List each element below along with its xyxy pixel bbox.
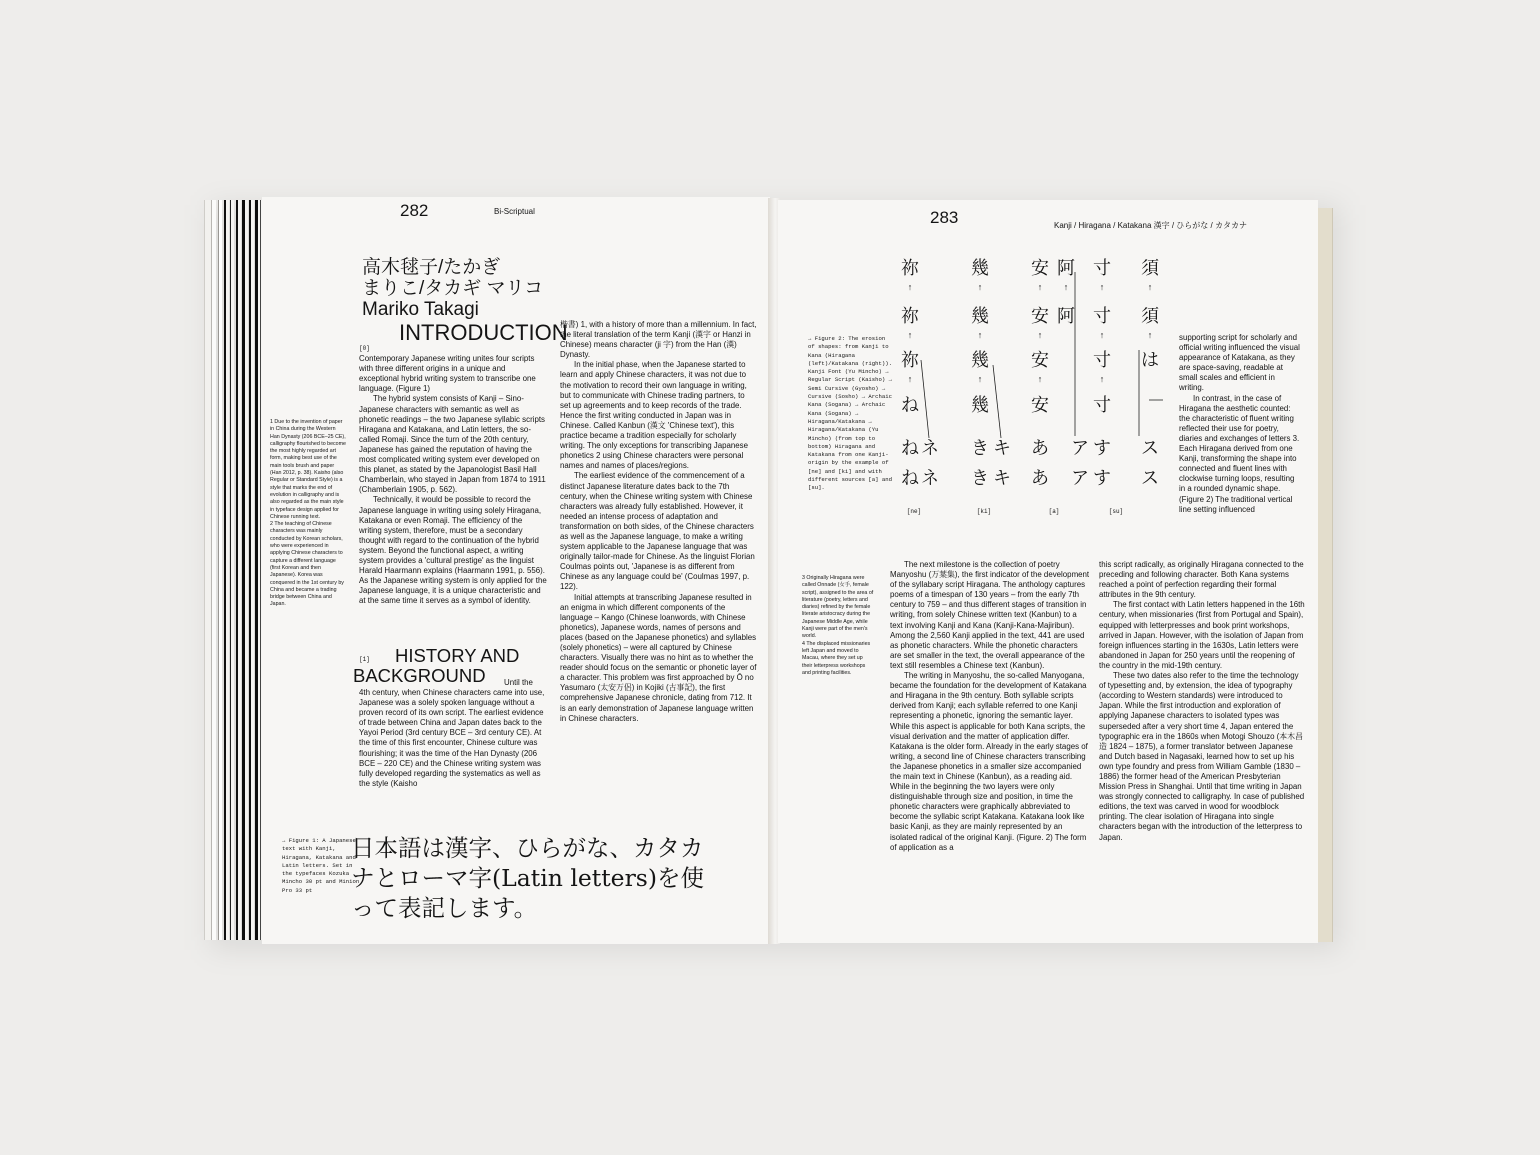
paragraph: The next milestone is the collection of poetry Manyoshu (万葉集), the first indicator of the development of the syllabary script Hiragana. The anthology captures poems of a timespan of 130 years – from the early 7th century to 759 – and thus different stages of transition in writing, from solely Chinese written text (Kanbun) to a text involving Kanji and Kana (Kanji-Kana-Majiribun). Among the 2,560 Kanji applied in the text, 441 are used as phonetic characters. While the phonetic characters are set smaller in the text, the overall appearance of the text still resembles a Chinese text (Kanbun).: [890, 560, 1090, 670]
arrow-icon: ↑: [1099, 330, 1105, 340]
column-label: [a]: [1048, 508, 1060, 515]
glyph-katakana: ア: [1071, 438, 1089, 459]
column-1-text: [890, 560, 1090, 853]
footnotes: [270, 419, 346, 609]
section-tag: [1]: [359, 656, 370, 663]
glyph-katakana-source: 阿: [1057, 258, 1075, 279]
arrow-icon: ↑: [1147, 330, 1153, 340]
footnote: 3 Originally Hiragana were called Onnade (女手, female script), assigned to the area of literature (poetry, letters and diaries) refined by the female literate aristocracy during the Japanese Middle Age, while Kanji were part of the men's world.: [802, 575, 874, 640]
glyph-hiragana-mincho: き: [971, 468, 989, 489]
paragraph: These two dates also refer to the time the technology of typesetting and, by extension, the idea of typography (according to Western standards) were introduced to Japan. While the first introduction and exploration of applying Japanese characters to isolated types was superseded after a very short time 4, Japan entered the typographic era in the 1860s when Motogi Shouzo (本木昌造 1824 – 1875), a former translator between Japanese and Dutch based in Nagasaki, learned how to set up his own type foundry and press from William Gamble (1830 – 1886) the former head of the American Presbyterian Mission Press in Shanghai. Until that time writing in Japan was strongly connected to calligraphy. In case of published editions, the text was carved in wood for woodblock printing. The clear isolation of Hiragana into single characters began with the introduction of the letterpress to Japan.: [1099, 671, 1305, 842]
glyph: 安: [1031, 258, 1049, 279]
figure-2-connector-lines: [893, 260, 1183, 550]
glyph: 幾: [971, 306, 989, 327]
paragraph: Technically, it would be possible to record the Japanese language in writing using solely Hiragana, Katakana or even Romaji. The efficiency of the writing system, therefore, must be a secondary thought with regard to the continuation of the hybrid system. Beyond the functional aspect, a writing system provides a 'cultural prestige' as the linguist Harald Haarmann explains (Haarmann 1991, p. 556). As the Japanese writing system is only applied for the Japanese language, it is a unique characteristic and at the same time it serves as a symbol of identity.: [359, 495, 547, 606]
glyph-katakana-source: 須: [1141, 258, 1159, 279]
heading-history: HISTORY AND: [395, 645, 520, 666]
connector-line: [993, 365, 1001, 438]
glyph-hiragana: す: [1093, 438, 1111, 459]
heading-introduction: INTRODUCTION: [399, 320, 568, 345]
glyph-katakana: キ: [993, 438, 1011, 459]
glyph-hiragana-mincho: あ: [1031, 468, 1049, 489]
glyph-hiragana: あ: [1031, 438, 1049, 459]
paragraph: The earliest evidence of the commencement of a distinct Japanese literature dates back to the 7th century, when the Chinese writing system with Chinese characters was already fully established. However, it needed an intense process of adaptation and transformation on both sides, of the Chinese characters as well as the Japanese language, to make a writing system applicable to the Japanese language that was originally tailor-made for Chinese. As the linguist Florian Coulmas points out, 'Japanese is as different from Chinese as any language could be' (Coulmas 1997, p. 122).: [560, 471, 755, 592]
arrow-icon: ↑: [907, 282, 913, 292]
glyph-hiragana-mincho: す: [1093, 468, 1111, 489]
figure-1-caption: → Figure 1: A Japanese text with Kanji, Hiragana, Katakana and Latin letters. Set in the typefaces Kozuka Mincho 30 pt and Minion Pro 33 pt: [282, 837, 360, 894]
column-label: [ki]: [976, 508, 992, 515]
column-2-text: [1099, 560, 1305, 843]
back-cover-edge: [1316, 208, 1333, 942]
glyph: 幾: [971, 350, 989, 371]
arrow-icon: ↑: [977, 374, 983, 384]
footnote: 1 Due to the invention of paper in China during the Western Han Dynasty (206 BCE–25 CE), calligraphy flourished to become the most highly regarded art form, making best use of the main tools brush and paper (Han 2012, p. 38). Kaisho (also Regular or Standard Style) is a style that marks the end of evolution in calligraphy and is also regarded as the main style in typeface design applied for Chinese running text.: [270, 419, 346, 520]
column-label: [ne]: [906, 508, 922, 515]
arrow-icon: ↑: [1037, 330, 1043, 340]
glyph: 寸: [1093, 306, 1111, 327]
column-2-text: [560, 320, 757, 724]
connector-line: [921, 360, 929, 438]
history-section: [353, 645, 549, 788]
glyph: 幾: [971, 258, 989, 279]
column-label: [su]: [1108, 508, 1124, 515]
title-line-kanji: 高木毬子/たかぎ: [362, 257, 501, 278]
arrow-icon: ↑: [1063, 282, 1069, 292]
figure-1-japanese-text: 日本語は漢字、ひらがな、カタカナとローマ字(Latin letters)を使って表記します。: [351, 834, 705, 922]
history-text: 4th century, when Chinese characters came into use, Japanese was a solely spoken language without a proven record of its own script. The earliest evidence of trade between China and Japan dates back to the Yayoi Period (3rd century BCE – 3rd century CE). At the time of this first encounter, Chinese culture was flourishing; it was the time of the Han Dynasty (206 BCE – 220 CE) and the Chinese writing system was fully developed regarding the systematics as well as the style (Kaisho: [359, 688, 545, 788]
running-head: Bi-Scriptual: [494, 207, 535, 216]
arrow-icon: ↑: [1099, 374, 1105, 384]
paragraph: this script radically, as originally Hiragana connected to the preceding and following character. Both Kana systems reached a point of perfection regarding their formal attributes in the 9th century.: [1099, 560, 1304, 600]
glyph-katakana-source: 須: [1141, 306, 1159, 327]
glyph-katakana-mincho: キ: [993, 468, 1011, 489]
figure-2-caption: → Figure 2: The erosion of shapes: from Kanji to Kana (Hiragana (left)/Katakana (right)). Kanji Font (Yu Mincho) → Regular Script (Kaisho) → Semi Cursive (Gyosho) → Cursive (Sosho) → Archaic Kana (Sogana) → Archaic Kana (Sogana) → Hiragana/Katakana → Hiragana/Katakana (Yu Mincho) (from top to bottom) Hiragana and Katakana from one Kanji-origin by the example of [ne] and [ki] and with different sources [a] and [su].: [808, 335, 892, 492]
glyph: 安: [1031, 350, 1049, 371]
author-title: [362, 257, 543, 320]
glyph: 安: [1031, 306, 1049, 327]
figure-2-character-erosion: [893, 260, 1183, 550]
glyph: 祢: [901, 306, 919, 327]
paragraph: The first contact with Latin letters happened in the 16th century, when missionaries (first from Portugal and Spain), equipped with letterpresses and book print workshops, arrived in Japan. However, with the isolation of Japan from foreign influences starting in the 1630s, Latin letters were abandoned in Japan for 250 years until the reopening of the country in the mid-19th century.: [1099, 600, 1305, 670]
heading-background: BACKGROUND: [353, 665, 486, 686]
paragraph: In the initial phase, when the Japanese started to learn and apply Chinese characters, it was not due to the motivation to record their own language in writing, but to communicate with Chinese trading partners, to set up agreements and to keep records of the trade. Hence the first writing conducted in Japan was in Chinese. Called Kanbun (漢文 'Chinese text'), this practice became a tradition especially for scholarly writing. The only exceptions for transcribing Japanese phonetics 2 using Chinese characters were personal names and names of places/regions.: [560, 360, 749, 471]
arrow-icon: ↑: [907, 330, 913, 340]
paragraph: In contrast, in the case of Hiragana the aesthetic counted: the characteristic of fluent writing reflected their use for poetry, diaries and exchanges of letters 3. Each Hiragana derived from one Kanji, transforming the shape into connected and fluent lines with clockwise turning loops, resulting in a rounded dynamic shape. (Figure 2) The traditional vertical line setting influenced: [1179, 393, 1300, 514]
glyph: 祢: [901, 258, 919, 279]
arrow-icon: ↑: [1147, 282, 1153, 292]
title-line-latin: Mariko Takagi: [362, 299, 479, 320]
paragraph: supporting script for scholarly and official writing influenced the visual appearance of Katakana, as they are space-saving, readable at small scales and efficient in writing.: [1179, 333, 1300, 393]
glyph-katakana-mincho: ネ: [921, 468, 939, 489]
glyph: 幾: [971, 395, 989, 416]
footnotes: [802, 575, 874, 677]
paragraph: Contemporary Japanese writing unites four scripts with three different origins in a unique and exceptional hybrid writing system to transcribe one language. (Figure 1): [359, 354, 536, 394]
footnote: 2 The teaching of Chinese characters was mainly conducted by Korean scholars, who were experienced in applying Chinese characters to capture a different language (first Korean and then Japanese). Korea was conquered in the 1st century by China and became a trading bridge between China and Japan.: [270, 521, 344, 608]
footnote: 4 The displaced missionaries left Japan and moved to Macau, where they set up their letterpress workshops and printing facilities.: [802, 640, 871, 676]
glyph: ね: [901, 395, 919, 416]
paragraph: The writing in Manyoshu, the so-called Manyogana, became the foundation for the development of Katakana and Hiragana in the 9th century. Both syllable scripts derived from Kanji; each syllable referred to one Kanji representing a phonetic, ignoring the semantic layer. While this aspect is applicable for both Kana scripts, the visual derivation and the matter of application differ. Katakana is the older form. Already in the early stages of writing, a second line of Chinese characters transcribing the Japanese phonetics in a smaller size accompanied the main text in Chinese (Kanbun), as a reading aid. While in the beginning the two layers were only distinguishable through size and position, in time the phonetic characters were graphically abbreviated to become the syllabic script Katakana. Katakana look like basic Kanji, as they are mainly represented by an isolated radical of the original Kanji. (Figure. 2) The form of application as a: [890, 671, 1088, 852]
arrow-icon: ↑: [1037, 374, 1043, 384]
right-page: [778, 200, 1318, 943]
introduction-text: [359, 344, 547, 606]
glyph-katakana-mincho: ア: [1071, 468, 1089, 489]
glyph-katakana-source: は: [1141, 350, 1159, 371]
page-number: 283: [930, 208, 959, 227]
arrow-icon: ↑: [1037, 282, 1043, 292]
glyph-katakana: ス: [1141, 438, 1159, 459]
page-number: 282: [400, 201, 429, 220]
glyph-hiragana-mincho: ね: [901, 468, 919, 489]
glyph: 安: [1031, 395, 1049, 416]
glyph: 祢: [901, 350, 919, 371]
paragraph: Initial attempts at transcribing Japanese resulted in an enigma in which different components of the language – Kango (Chinese loanwords, with Chinese phonetics), Japanese words, names of persons and places (based on the Japanese phonetics) and syllables (solely phonetics) – were all captured by Chinese characters. Visually there was no hint as to whether the reader should focus on the semantic or phonetic layer of a character. This problem was first approached by Ō no Yasumaro (太安万侶) in Kojiki (古事記), the first comprehensive Japanese chronicle, dating from 712. It is an early demonstration of Japanese language written in Chinese characters.: [560, 592, 757, 723]
title-line-kana: まりこ/タカギ マリコ: [362, 278, 544, 299]
arrow-icon: ↑: [907, 374, 913, 384]
glyph-katakana-source: 阿: [1057, 306, 1075, 327]
glyph: 寸: [1093, 350, 1111, 371]
glyph: 寸: [1093, 258, 1111, 279]
paragraph: The hybrid system consists of Kanji – Sino-Japanese characters with semantic as well as phonetic readings – the two Japanese syllabic scripts Hiragana and Katakana, and Latin letters, the so-called Romaji. Since the turn of the 20th century, Japanese has gained the reputation of having the most complicated writing system ever developed on this planet, as stated by the Japanologist Basil Hall Chamberlain, who stayed in Japan from 1874 to 1911 (Chamberlain 1905, p. 562).: [359, 394, 546, 495]
section-tag: [0]: [359, 345, 370, 352]
paragraph: 楷書) 1, with a history of more than a millennium. In fact, the literal translation of the term Kanji (漢字 or Hanzi in Chinese) means character (ji 字) from the Han (漢) Dynasty.: [560, 320, 757, 360]
arrow-icon: ↑: [977, 282, 983, 292]
column-2-top-text: [1179, 333, 1302, 515]
glyph-katakana: ネ: [921, 438, 939, 459]
glyph: 寸: [1093, 395, 1111, 416]
arrow-icon: ↑: [1099, 282, 1105, 292]
glyph-hiragana: き: [971, 438, 989, 459]
run-in-text: Until the: [504, 678, 533, 687]
glyph-katakana-mincho: ス: [1141, 468, 1159, 489]
running-head: Kanji / Hiragana / Katakana 漢字 / ひらがな / カタカナ: [1054, 221, 1247, 230]
glyph-hiragana: ね: [901, 438, 919, 459]
arrow-icon: ↑: [977, 330, 983, 340]
left-page: [262, 197, 770, 944]
